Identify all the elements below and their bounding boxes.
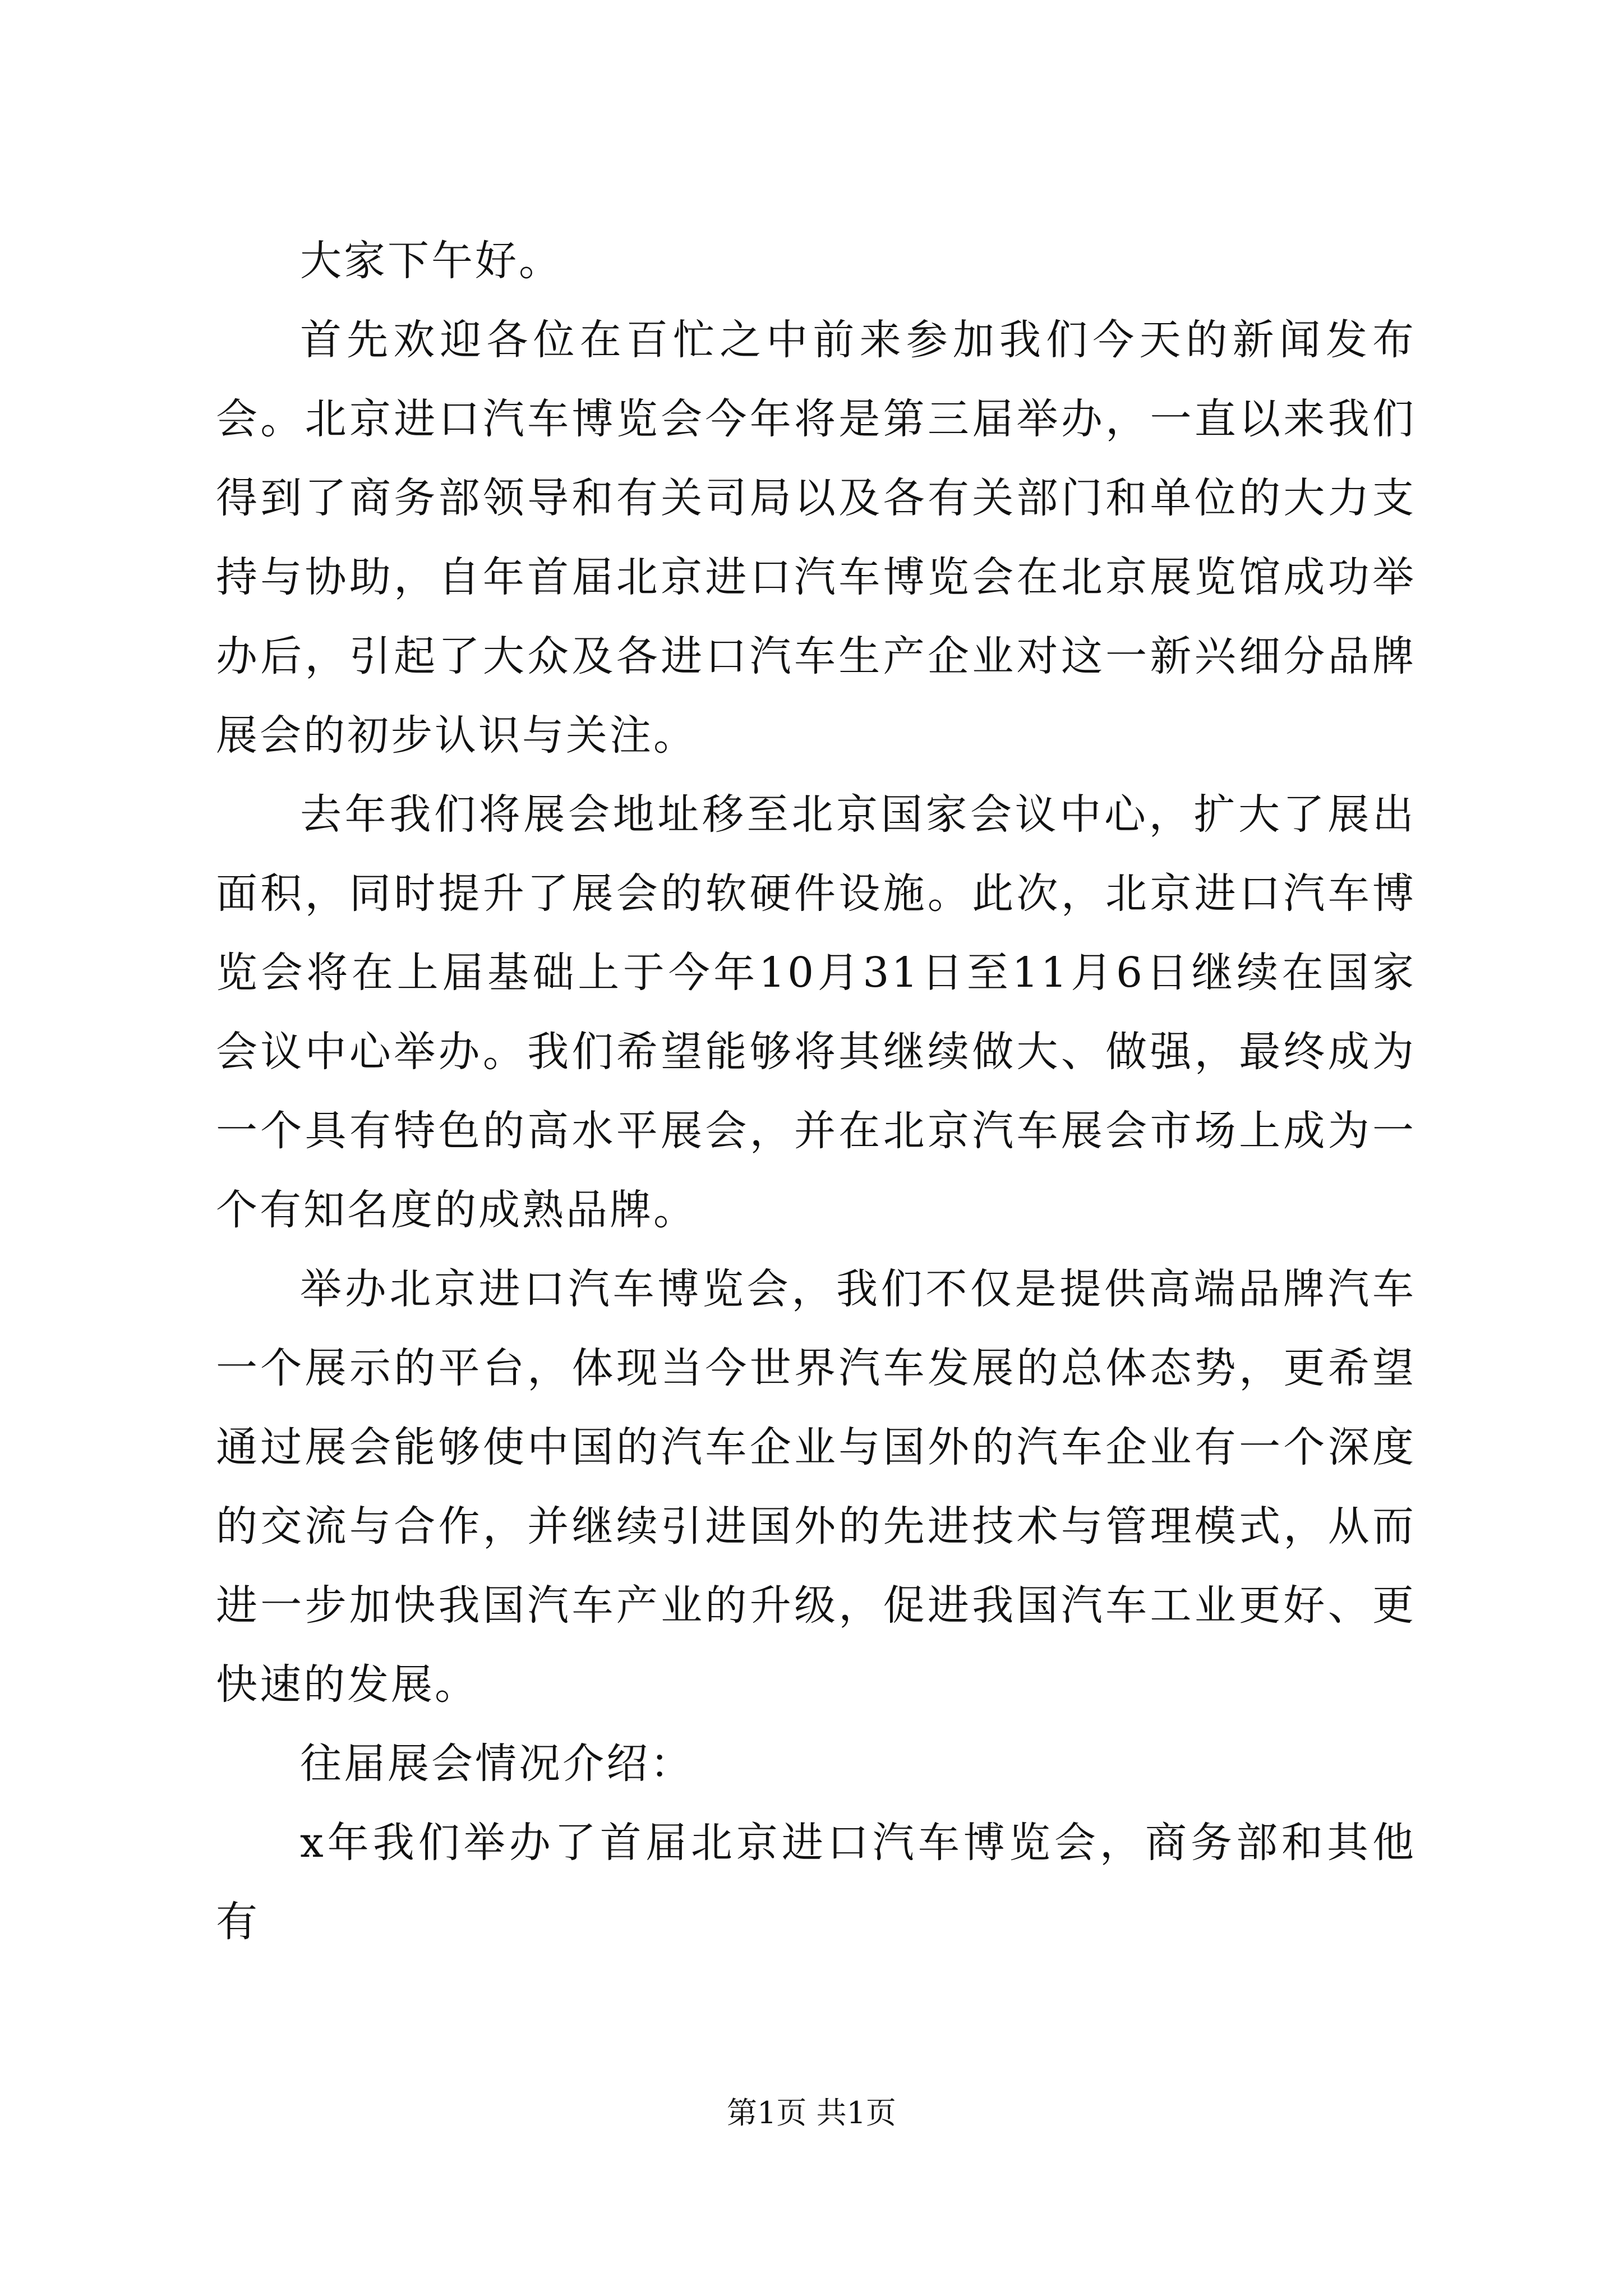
paragraph-greeting: 大家下午好。 [300,237,562,285]
document-body [216,222,1416,1962]
page-footer: 第1页 共1页 [727,2095,896,2131]
paragraph-history-heading: 往届展会情况介绍： [300,1740,694,1788]
paragraph-venue: 去年我们将展会地址移至北京国家会议中心，扩大了展出面积，同时提升了展会的软硬件设施。此次，北京进口汽车博览会将在上届基础上于今年10月31日至11月6日继续在国家会议中心举办。我们希望能够将其继续做大、做强，最终成为一个具有特色的高水平展会，并在北京汽车展会市场上成为一个有知名度的成熟品牌。 [216,790,1416,1234]
paragraph-purpose: 举办北京进口汽车博览会，我们不仅是提供高端品牌汽车一个展示的平台，体现当今世界汽车发展的总体态势，更希望通过展会能够使中国的汽车企业与国外的汽车企业有一个深度的交流与合作，并继续引进国外的先进技术与管理模式，从而进一步加快我国汽车产业的升级，促进我国汽车工业更好、更快速的发展。 [216,1265,1416,1709]
paragraph-welcome: 首先欢迎各位在百忙之中前来参加我们今天的新闻发布会。北京进口汽车博览会今年将是第三届举办，一直以来我们得到了商务部领导和有关司局以及各有关部门和单位的大力支持与协助，自年首届北京进口汽车博览会在北京展览馆成功举办后，引起了大众及各进口汽车生产企业对这一新兴细分品牌展会的初步认识与关注。 [216,316,1416,760]
paragraph-history: x年我们举办了首届北京进口汽车博览会，商务部和其他有 [216,1819,1416,1946]
